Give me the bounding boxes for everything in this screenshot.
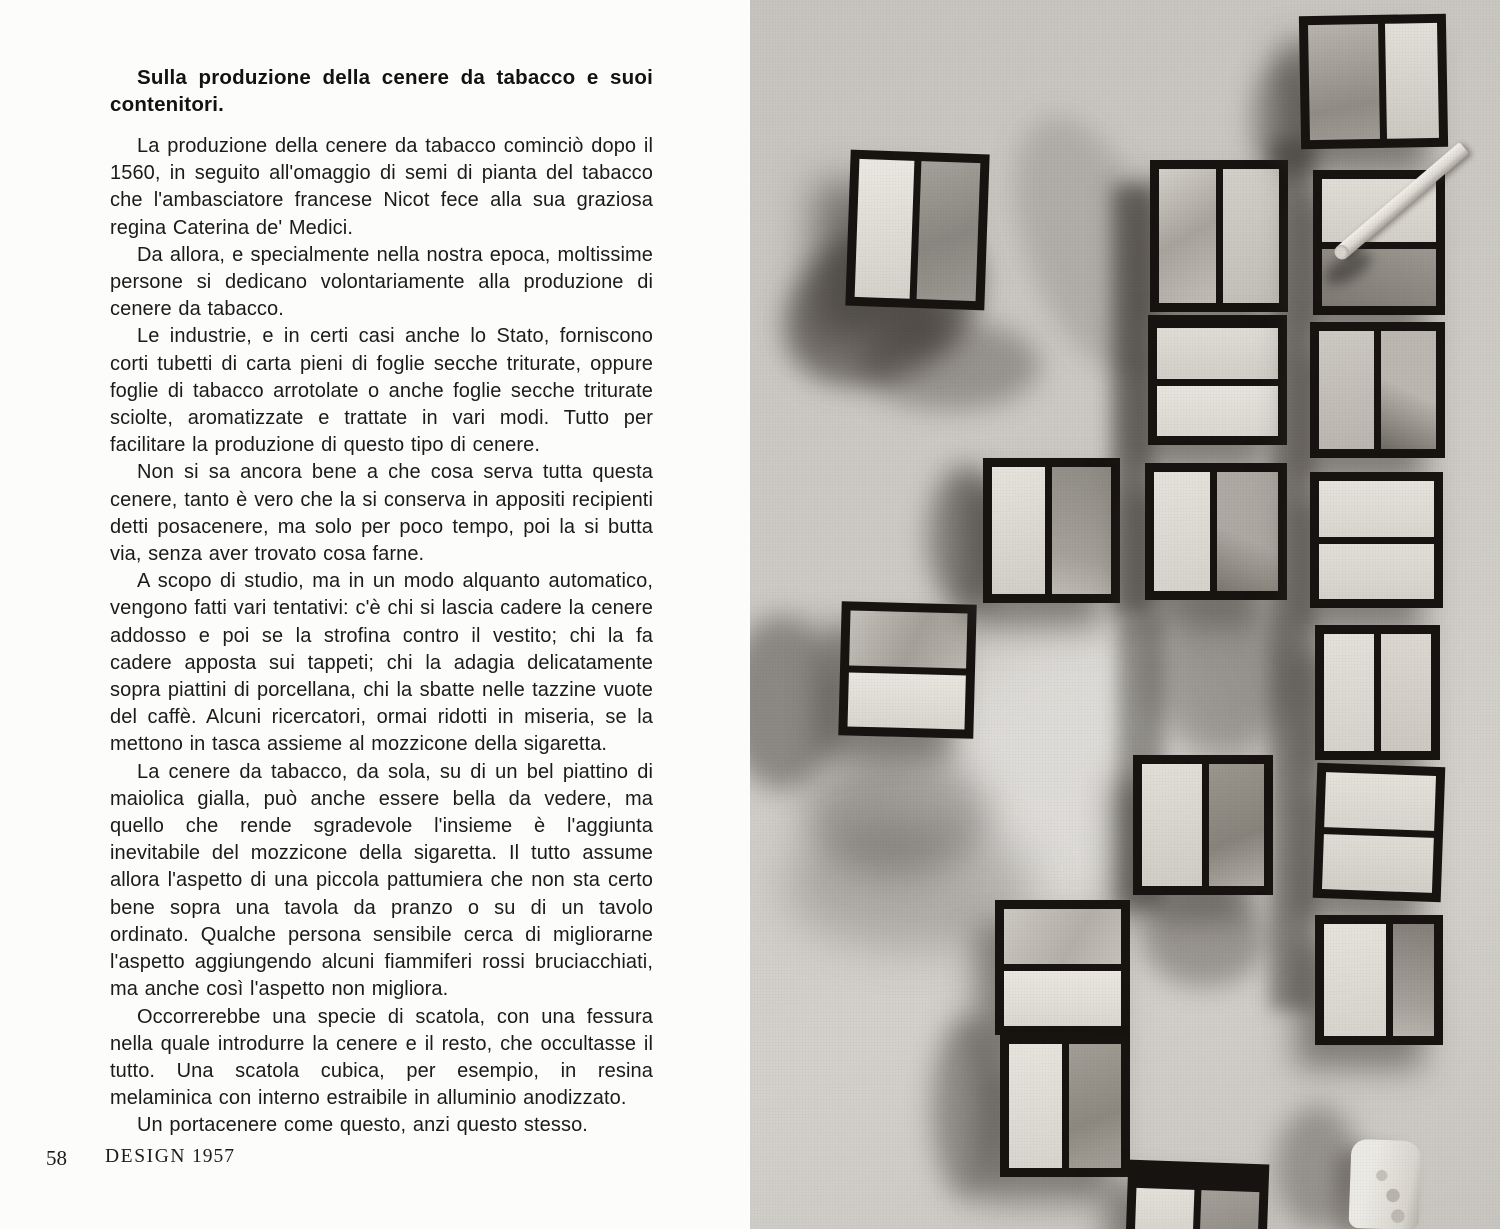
cube-interior-panel: [1322, 834, 1434, 893]
cube-interior-panel: [1142, 764, 1202, 886]
cube-interior-panel: [1135, 1188, 1194, 1229]
page-number: 58: [46, 1146, 67, 1170]
ashtray-cube: [838, 601, 976, 738]
cube-interior-panel: [1052, 467, 1111, 594]
ashtray-cube: [1315, 625, 1440, 760]
cube-interior-panel: [1217, 472, 1278, 591]
cube-interior-panel: [1154, 472, 1210, 591]
body-paragraph: La cenere da tabacco, da sola, su di un bel piattino di maiolica gialla, può anche essere bella da vedere, ma quello che rende sgradevole l'insieme è l'aggiunta inevitabile del mozzicone della sigaretta. Il tutto assume allora l'aspetto di una piccola pattumiera che non sta certo bene sopra una tavola da pranzo o su di un tavolo ordinato. Qualche persona sensibile cerca di migliorarne l'aspetto aggiungendo alcuni fiammiferi rossi bruciacchiati, ma anche così l'aspetto non migliora.: [110, 760, 653, 1001]
cube-interior-panel: [1200, 1190, 1259, 1229]
cube-interior-panel: [1381, 331, 1436, 449]
cube-interior-panel: [992, 467, 1045, 594]
ashtray-cube: [1310, 322, 1445, 458]
shadow-blob: [750, 615, 840, 790]
cube-interior-panel: [1324, 772, 1436, 831]
ashtray-cube: [1310, 472, 1443, 608]
cigarette-butt: [1348, 1139, 1421, 1229]
shadow-blob: [932, 1015, 1004, 1200]
ashtray-cube: [1126, 1160, 1270, 1229]
shadow-blob: [1275, 1105, 1360, 1229]
body-paragraph: A scopo di studio, ma in un modo alquanto automatico, vengono fatti vari tentativi: c'è chi si lascia cadere la cenere addosso e poi se la strofina contro il vestito; chi la fa cadere apposta sui tappeti; chi la adagia delicatamente sopra piattini di porcellana, chi la sbatte nelle tazzine vuote del caffè. Alcuni ricercatori, ormai ridotti in miseria, se la mettono in tasca assieme al mozzicone della sigaretta.: [110, 570, 653, 756]
article-text-column: [110, 64, 653, 1140]
body-paragraph: Un portacenere come questo, anzi questo stesso.: [137, 1114, 588, 1137]
body-paragraph: La produzione della cenere da tabacco cominciò dopo il 1560, in seguito all'omaggio di semi di pianta del tabacco che l'ambasciatore francese Nicot fece alla sua graziosa regina Caterina de' Medici.: [110, 135, 653, 239]
cube-interior-panel: [1381, 634, 1431, 751]
ashtray-cube: [995, 900, 1130, 1035]
ashtray-cube: [845, 150, 989, 311]
cube-interior-panel: [1159, 169, 1216, 303]
cube-interior-panel: [1385, 23, 1439, 139]
body-paragraph: Non si sa ancora bene a che cosa serva tutta questa cenere, tanto è vero che la si conserva in appositi recipienti detti posacenere, ma solo per poco tempo, poi la si butta via, senza aver trovato cosa farne.: [110, 461, 653, 566]
shadow-blob: [1148, 598, 1293, 758]
cube-interior-panel: [855, 159, 914, 299]
cube-interior-panel: [1004, 971, 1121, 1026]
ashtray-cube: [1000, 1035, 1130, 1177]
ashtray-cube: [1299, 14, 1448, 150]
article-heading: Sulla produzione della cenere da tabacco e suoi contenitori.: [110, 66, 653, 116]
cube-interior-panel: [1308, 24, 1380, 140]
cube-interior-panel: [1319, 544, 1434, 600]
photo-cube-ashtrays: [750, 0, 1500, 1229]
cube-interior-panel: [916, 161, 980, 301]
cube-interior-panel: [1157, 386, 1278, 437]
ashtray-cube: [1148, 315, 1287, 445]
publication-name: DESIGN: [105, 1146, 187, 1167]
article-body: [110, 133, 653, 1140]
shadow-blob: [860, 320, 1040, 410]
ashtray-cube: [1150, 160, 1288, 312]
body-paragraph: Le industrie, e in certi casi anche lo Stato, forniscono corti tubetti di carta pieni di foglie secche triturate, oppure foglie di tabacco arrotolate o anche foglie secche triturate sciolte, aromatizzate e trattate in vari modi. Tutto per facilitare la produzione di questo tipo di cenere.: [110, 325, 653, 457]
cube-interior-panel: [1069, 1044, 1122, 1168]
cube-interior-panel: [1223, 169, 1280, 303]
cube-interior-panel: [1009, 1044, 1062, 1168]
ashtray-cube: [1313, 763, 1446, 902]
cube-interior-panel: [1209, 764, 1264, 886]
cube-interior-panel: [1319, 481, 1434, 537]
shadow-blob: [1142, 892, 1267, 987]
cube-interior-panel: [1319, 331, 1374, 449]
cube-interior-panel: [1324, 634, 1374, 751]
body-paragraph: Occorrerebbe una specie di scatola, con una fessura nella quale introdurre la cenere e il resto, che occultasse il tutto. Una scatola cubica, per esempio, in resina melaminica con interno estraibile in alluminio anodizzato.: [110, 1005, 653, 1110]
body-paragraph: Da allora, e specialmente nella nostra epoca, moltissime persone si dedicano volontariamente alla produzione di cenere da tabacco.: [110, 243, 653, 321]
ashtray-cube: [1315, 915, 1443, 1045]
ashtray-cube: [1145, 463, 1287, 600]
cube-interior-panel: [1004, 909, 1121, 964]
cube-interior-panel: [1393, 924, 1434, 1036]
publication-year: 1957: [192, 1146, 235, 1167]
ashtray-cube: [1313, 170, 1445, 315]
cube-interior-panel: [1157, 328, 1278, 379]
ashtray-cube: [983, 458, 1120, 603]
cube-interior-panel: [849, 610, 967, 668]
ashtray-cube: [1133, 755, 1273, 895]
cube-interior-panel: [1324, 924, 1386, 1036]
cube-interior-panel: [848, 672, 966, 730]
